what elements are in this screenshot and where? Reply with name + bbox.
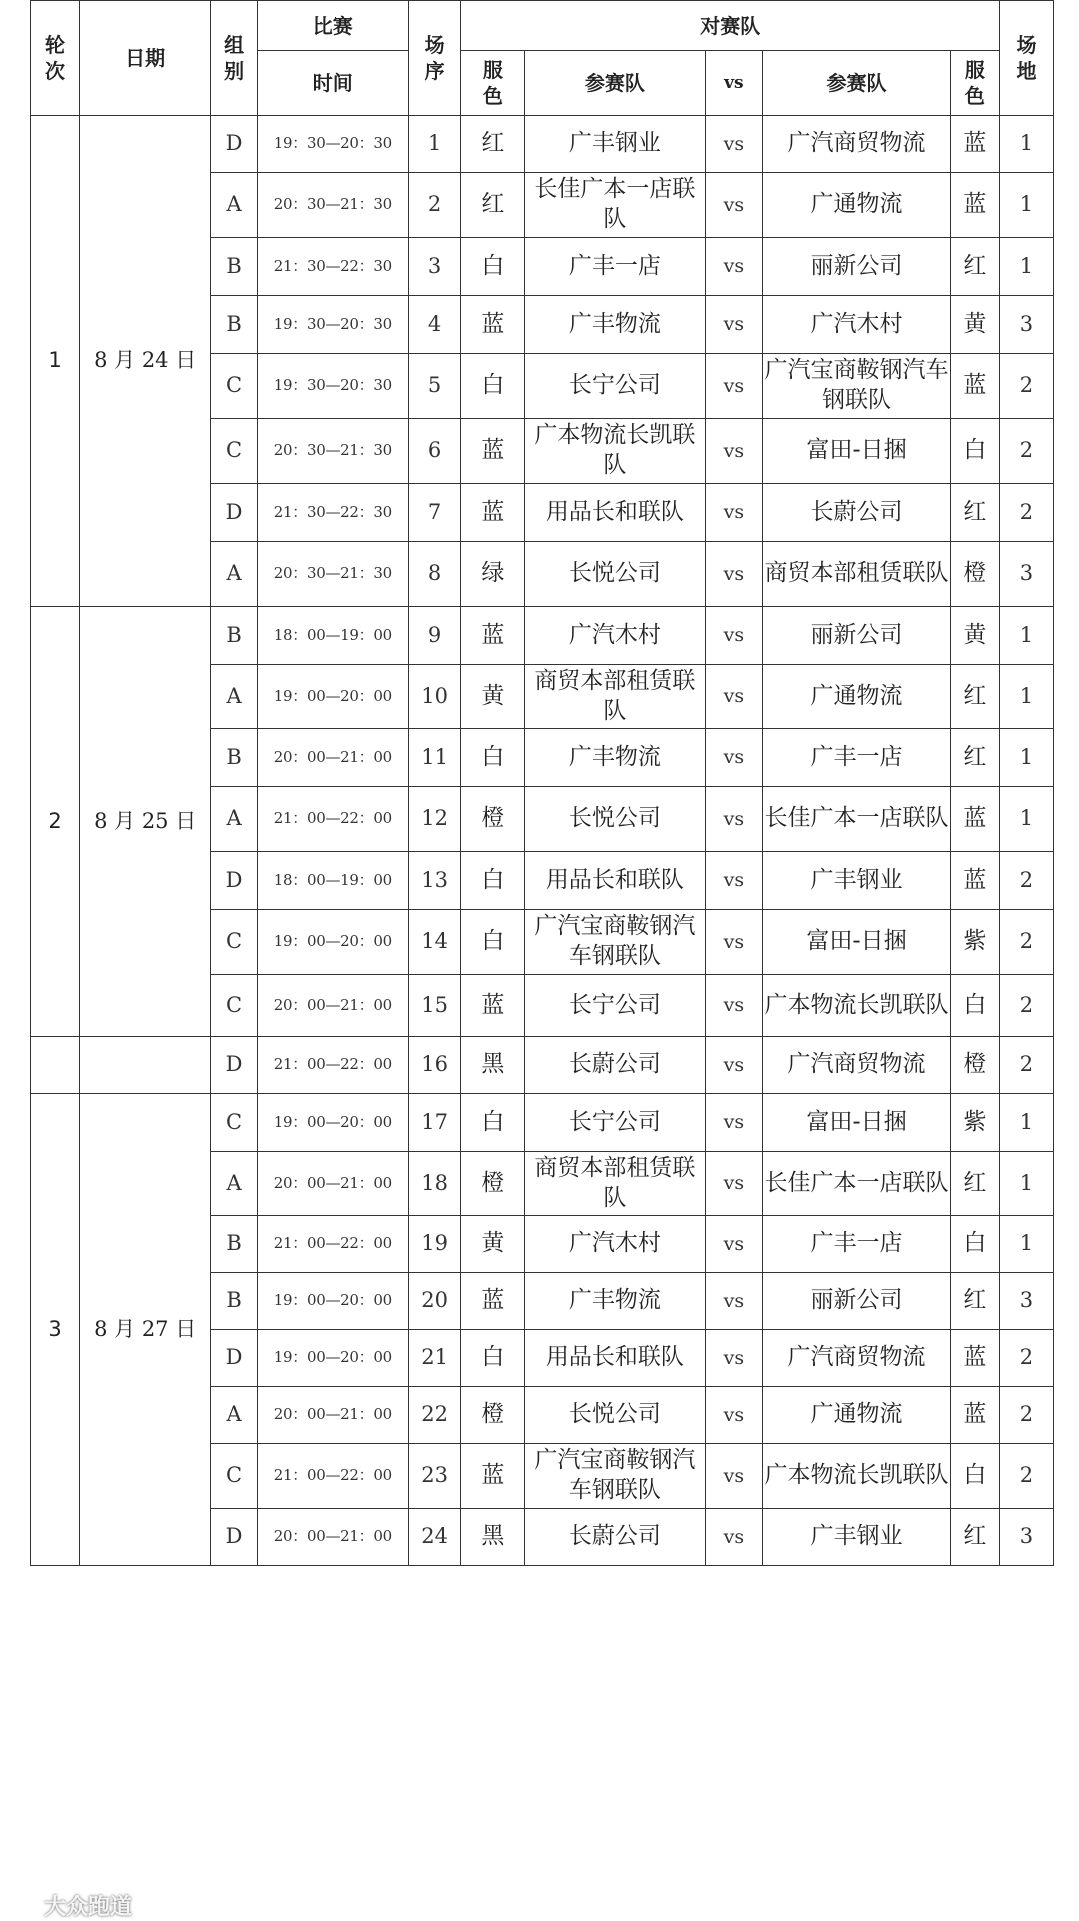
kit-color-1: 绿 — [461, 542, 525, 607]
team-1: 长悦公司 — [525, 542, 705, 607]
group-cell: A — [211, 665, 258, 729]
field-cell: 2 — [999, 910, 1053, 975]
time-cell: 20：30—21：30 — [257, 419, 408, 484]
field-cell: 2 — [999, 1330, 1053, 1387]
kit-color-2: 蓝 — [950, 116, 999, 173]
field-cell: 2 — [999, 484, 1053, 542]
vs-label: vs — [705, 1387, 763, 1444]
time-cell: 20：00—21：00 — [257, 729, 408, 787]
group-cell: B — [211, 1216, 258, 1273]
field-cell: 3 — [999, 296, 1053, 354]
time-cell: 18：00—19：00 — [257, 852, 408, 910]
group-cell: D — [211, 484, 258, 542]
team-2: 广通物流 — [763, 1387, 951, 1444]
time-cell: 20：00—21：00 — [257, 975, 408, 1037]
kit-color-1: 白 — [461, 238, 525, 296]
field-cell: 1 — [999, 787, 1053, 852]
header-team-1: 参赛队 — [525, 51, 705, 116]
header-round: 轮 次 — [31, 1, 80, 116]
field-cell: 3 — [999, 1273, 1053, 1330]
team-2: 广丰一店 — [763, 1216, 951, 1273]
team-1: 广丰物流 — [525, 1273, 705, 1330]
header-field: 场 地 — [999, 1, 1053, 116]
team-2: 长佳广本一店联队 — [763, 787, 951, 852]
vs-label: vs — [705, 975, 763, 1037]
header-kit-2: 服 色 — [950, 51, 999, 116]
team-2: 广汽商贸物流 — [763, 116, 951, 173]
kit-color-2: 蓝 — [950, 354, 999, 419]
header-seq: 场 序 — [408, 1, 461, 116]
team-2: 广通物流 — [763, 173, 951, 238]
kit-color-1: 蓝 — [461, 1444, 525, 1509]
group-cell: C — [211, 354, 258, 419]
round-cell: 1 — [31, 116, 80, 607]
watermark-text: 大众跑道 — [44, 1895, 133, 1920]
kit-color-1: 白 — [461, 354, 525, 419]
field-cell: 2 — [999, 354, 1053, 419]
time-cell: 20：30—21：30 — [257, 542, 408, 607]
kit-color-2: 白 — [950, 975, 999, 1037]
group-cell: D — [211, 1330, 258, 1387]
time-cell: 21：30—22：30 — [257, 238, 408, 296]
vs-label: vs — [705, 729, 763, 787]
kit-color-2: 白 — [950, 419, 999, 484]
field-cell: 1 — [999, 729, 1053, 787]
vs-label: vs — [705, 296, 763, 354]
group-cell: D — [211, 1037, 258, 1094]
seq-cell: 11 — [408, 729, 461, 787]
kit-color-2: 红 — [950, 1509, 999, 1566]
schedule-body — [31, 116, 1054, 1566]
seq-cell: 9 — [408, 607, 461, 665]
vs-label: vs — [705, 116, 763, 173]
field-cell: 1 — [999, 238, 1053, 296]
seq-cell: 17 — [408, 1094, 461, 1152]
team-2: 广通物流 — [763, 665, 951, 729]
seq-cell: 4 — [408, 296, 461, 354]
kit-color-2: 红 — [950, 1273, 999, 1330]
kit-color-2: 黄 — [950, 607, 999, 665]
header-date: 日期 — [80, 1, 211, 116]
kit-color-2: 橙 — [950, 1037, 999, 1094]
seq-cell: 6 — [408, 419, 461, 484]
vs-label: vs — [705, 1509, 763, 1566]
team-1: 长蔚公司 — [525, 1509, 705, 1566]
team-2: 广丰钢业 — [763, 1509, 951, 1566]
team-1: 广丰一店 — [525, 238, 705, 296]
team-1: 用品长和联队 — [525, 852, 705, 910]
group-cell: B — [211, 607, 258, 665]
round-cell-empty — [31, 1037, 80, 1094]
field-cell: 2 — [999, 1444, 1053, 1509]
kit-color-1: 红 — [461, 116, 525, 173]
seq-cell: 13 — [408, 852, 461, 910]
vs-label: vs — [705, 607, 763, 665]
field-cell: 3 — [999, 1509, 1053, 1566]
team-2: 富田-日捆 — [763, 419, 951, 484]
round-cell: 3 — [31, 1094, 80, 1566]
team-1: 广丰物流 — [525, 296, 705, 354]
team-1: 广汽木村 — [525, 1216, 705, 1273]
kit-color-1: 黄 — [461, 665, 525, 729]
vs-label: vs — [705, 238, 763, 296]
kit-color-2: 紫 — [950, 910, 999, 975]
seq-cell: 23 — [408, 1444, 461, 1509]
team-1: 用品长和联队 — [525, 1330, 705, 1387]
seq-cell: 16 — [408, 1037, 461, 1094]
time-cell: 21：00—22：00 — [257, 1037, 408, 1094]
team-1: 长宁公司 — [525, 1094, 705, 1152]
field-cell: 2 — [999, 852, 1053, 910]
table-row — [31, 1037, 1054, 1094]
team-2: 广汽木村 — [763, 296, 951, 354]
seq-cell: 22 — [408, 1387, 461, 1444]
kit-color-1: 白 — [461, 1330, 525, 1387]
seq-cell: 7 — [408, 484, 461, 542]
team-2: 广本物流长凯联队 — [763, 975, 951, 1037]
date-cell-empty — [80, 1037, 211, 1094]
kit-color-2: 橙 — [950, 542, 999, 607]
time-cell: 21：00—22：00 — [257, 1216, 408, 1273]
table-row — [31, 1094, 1054, 1152]
team-1: 商贸本部租赁联队 — [525, 1152, 705, 1216]
group-cell: B — [211, 1273, 258, 1330]
kit-color-1: 蓝 — [461, 296, 525, 354]
kit-color-1: 蓝 — [461, 607, 525, 665]
seq-cell: 3 — [408, 238, 461, 296]
group-cell: C — [211, 419, 258, 484]
seq-cell: 5 — [408, 354, 461, 419]
team-1: 广汽宝商鞍钢汽车钢联队 — [525, 910, 705, 975]
kit-color-1: 黑 — [461, 1037, 525, 1094]
round-cell: 2 — [31, 607, 80, 1037]
team-1: 广丰钢业 — [525, 116, 705, 173]
kit-color-2: 红 — [950, 729, 999, 787]
seq-cell: 8 — [408, 542, 461, 607]
kit-color-1: 白 — [461, 910, 525, 975]
team-2: 长佳广本一店联队 — [763, 1152, 951, 1216]
vs-label: vs — [705, 910, 763, 975]
seq-cell: 24 — [408, 1509, 461, 1566]
vs-label: vs — [705, 542, 763, 607]
vs-label: vs — [705, 1330, 763, 1387]
team-1: 广丰物流 — [525, 729, 705, 787]
team-1: 长佳广本一店联队 — [525, 173, 705, 238]
time-cell: 21：00—22：00 — [257, 1444, 408, 1509]
header-group: 组 别 — [211, 1, 258, 116]
time-cell: 18：00—19：00 — [257, 607, 408, 665]
seq-cell: 14 — [408, 910, 461, 975]
field-cell: 2 — [999, 419, 1053, 484]
team-1: 广本物流长凯联队 — [525, 419, 705, 484]
kit-color-2: 黄 — [950, 296, 999, 354]
header-team-2: 参赛队 — [763, 51, 951, 116]
group-cell: C — [211, 1094, 258, 1152]
kit-color-1: 蓝 — [461, 484, 525, 542]
schedule-table — [30, 0, 1054, 1566]
group-cell: C — [211, 1444, 258, 1509]
vs-label: vs — [705, 1094, 763, 1152]
field-cell: 1 — [999, 665, 1053, 729]
team-1: 商贸本部租赁联队 — [525, 665, 705, 729]
kit-color-1: 蓝 — [461, 1273, 525, 1330]
team-2: 富田-日捆 — [763, 1094, 951, 1152]
group-cell: D — [211, 1509, 258, 1566]
seq-cell: 21 — [408, 1330, 461, 1387]
team-1: 长悦公司 — [525, 1387, 705, 1444]
team-2: 广丰一店 — [763, 729, 951, 787]
vs-label: vs — [705, 1037, 763, 1094]
field-cell: 1 — [999, 1152, 1053, 1216]
time-cell: 19：00—20：00 — [257, 1273, 408, 1330]
team-2: 丽新公司 — [763, 607, 951, 665]
kit-color-1: 红 — [461, 173, 525, 238]
kit-color-1: 黑 — [461, 1509, 525, 1566]
vs-label: vs — [705, 852, 763, 910]
time-cell: 20：30—21：30 — [257, 173, 408, 238]
time-cell: 21：00—22：00 — [257, 787, 408, 852]
team-2: 丽新公司 — [763, 1273, 951, 1330]
kit-color-1: 白 — [461, 1094, 525, 1152]
team-1: 长蔚公司 — [525, 1037, 705, 1094]
time-cell: 21：30—22：30 — [257, 484, 408, 542]
header-kit-1: 服 色 — [461, 51, 525, 116]
kit-color-2: 白 — [950, 1444, 999, 1509]
team-1: 长宁公司 — [525, 354, 705, 419]
time-cell: 19：30—20：30 — [257, 296, 408, 354]
team-1: 广汽宝商鞍钢汽车钢联队 — [525, 1444, 705, 1509]
watermark — [6, 1890, 132, 1921]
field-cell: 2 — [999, 975, 1053, 1037]
vs-label: vs — [705, 665, 763, 729]
seq-cell: 15 — [408, 975, 461, 1037]
group-cell: D — [211, 852, 258, 910]
group-cell: A — [211, 1152, 258, 1216]
seq-cell: 10 — [408, 665, 461, 729]
group-cell: A — [211, 173, 258, 238]
kit-color-2: 蓝 — [950, 1387, 999, 1444]
group-cell: C — [211, 975, 258, 1037]
kit-color-2: 蓝 — [950, 173, 999, 238]
group-cell: B — [211, 729, 258, 787]
header-time: 时间 — [257, 51, 408, 116]
kit-color-2: 红 — [950, 1152, 999, 1216]
team-2: 广丰钢业 — [763, 852, 951, 910]
kit-color-1: 橙 — [461, 1387, 525, 1444]
team-2: 商贸本部租赁联队 — [763, 542, 951, 607]
team-2: 广汽宝商鞍钢汽车钢联队 — [763, 354, 951, 419]
field-cell: 1 — [999, 173, 1053, 238]
field-cell: 2 — [999, 1387, 1053, 1444]
table-row — [31, 116, 1054, 173]
seq-cell: 20 — [408, 1273, 461, 1330]
time-cell: 20：00—21：00 — [257, 1152, 408, 1216]
kit-color-1: 白 — [461, 729, 525, 787]
vs-label: vs — [705, 787, 763, 852]
header-vs: vs — [705, 51, 763, 116]
kit-color-1: 蓝 — [461, 975, 525, 1037]
time-cell: 20：00—21：00 — [257, 1509, 408, 1566]
team-2: 广本物流长凯联队 — [763, 1444, 951, 1509]
vs-label: vs — [705, 484, 763, 542]
group-cell: A — [211, 787, 258, 852]
kit-color-1: 橙 — [461, 787, 525, 852]
vs-label: vs — [705, 1152, 763, 1216]
kit-color-1: 蓝 — [461, 419, 525, 484]
vs-label: vs — [705, 1444, 763, 1509]
kit-color-2: 蓝 — [950, 787, 999, 852]
time-cell: 19：00—20：00 — [257, 910, 408, 975]
kit-color-2: 蓝 — [950, 852, 999, 910]
group-cell: C — [211, 910, 258, 975]
group-cell: D — [211, 116, 258, 173]
date-cell: 8 月 27 日 — [80, 1094, 211, 1566]
kit-color-1: 黄 — [461, 1216, 525, 1273]
kit-color-1: 白 — [461, 852, 525, 910]
team-1: 长宁公司 — [525, 975, 705, 1037]
time-cell: 19：30—20：30 — [257, 354, 408, 419]
team-2: 长蔚公司 — [763, 484, 951, 542]
kit-color-2: 红 — [950, 484, 999, 542]
kit-color-2: 白 — [950, 1216, 999, 1273]
vs-label: vs — [705, 354, 763, 419]
team-2: 丽新公司 — [763, 238, 951, 296]
vs-label: vs — [705, 173, 763, 238]
time-cell: 20：00—21：00 — [257, 1387, 408, 1444]
time-cell: 19：00—20：00 — [257, 1094, 408, 1152]
group-cell: B — [211, 296, 258, 354]
header-match: 比赛 — [257, 1, 408, 51]
group-cell: A — [211, 542, 258, 607]
vs-label: vs — [705, 1216, 763, 1273]
team-1: 用品长和联队 — [525, 484, 705, 542]
field-cell: 1 — [999, 607, 1053, 665]
header-teams: 对赛队 — [461, 1, 999, 51]
date-cell: 8 月 25 日 — [80, 607, 211, 1037]
time-cell: 19：30—20：30 — [257, 116, 408, 173]
group-cell: B — [211, 238, 258, 296]
time-cell: 19：00—20：00 — [257, 1330, 408, 1387]
field-cell: 3 — [999, 542, 1053, 607]
field-cell: 2 — [999, 1037, 1053, 1094]
field-cell: 1 — [999, 1094, 1053, 1152]
team-2: 广汽商贸物流 — [763, 1037, 951, 1094]
vs-label: vs — [705, 1273, 763, 1330]
seq-cell: 12 — [408, 787, 461, 852]
team-2: 广汽商贸物流 — [763, 1330, 951, 1387]
table-row — [31, 607, 1054, 665]
team-1: 长悦公司 — [525, 787, 705, 852]
kit-color-2: 红 — [950, 238, 999, 296]
kit-color-2: 紫 — [950, 1094, 999, 1152]
seq-cell: 19 — [408, 1216, 461, 1273]
kit-color-1: 橙 — [461, 1152, 525, 1216]
group-cell: A — [211, 1387, 258, 1444]
logo-icon — [6, 1896, 40, 1920]
date-cell: 8 月 24 日 — [80, 116, 211, 607]
field-cell: 1 — [999, 116, 1053, 173]
kit-color-2: 红 — [950, 665, 999, 729]
team-1: 广汽木村 — [525, 607, 705, 665]
seq-cell: 2 — [408, 173, 461, 238]
field-cell: 1 — [999, 1216, 1053, 1273]
seq-cell: 1 — [408, 116, 461, 173]
seq-cell: 18 — [408, 1152, 461, 1216]
time-cell: 19：00—20：00 — [257, 665, 408, 729]
kit-color-2: 蓝 — [950, 1330, 999, 1387]
team-2: 富田-日捆 — [763, 910, 951, 975]
vs-label: vs — [705, 419, 763, 484]
